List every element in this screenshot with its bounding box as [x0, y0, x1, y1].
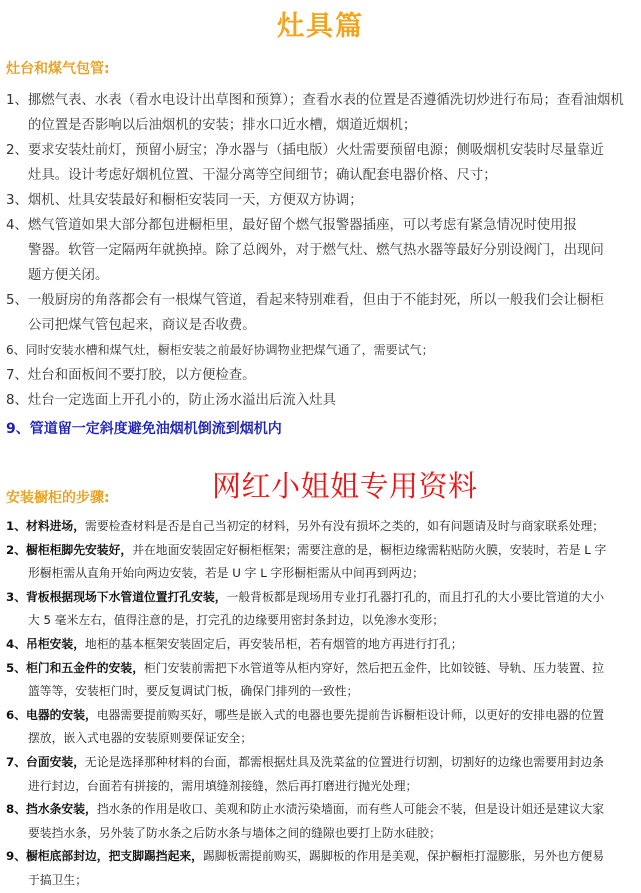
step-title: 橱柜柜脚先安装好， — [26, 542, 133, 557]
list-item-text: 灶台和面板间不要打胶，以方便检查。 — [27, 368, 256, 383]
step-item — [6, 633, 636, 657]
step-item-line — [6, 849, 604, 863]
step-text: 无论是选择那种材料的台面，都需根据灶具及洗菜盆的位置进行切割，切割好的边缘也需要用封边条 — [85, 754, 605, 769]
list-item-number: 8、 — [6, 393, 28, 408]
list-item-number: 5、 — [6, 293, 28, 308]
list-item-text: 同时安装水槽和煤气灶，橱柜安装之前最好协调物业把煤气通了，需要试气； — [25, 343, 434, 357]
step-title: 背板根据现场下水管道位置打孔安装， — [26, 589, 227, 604]
list-item-content — [6, 363, 636, 388]
list-item-content — [6, 138, 636, 188]
list-item — [6, 188, 636, 213]
step-item — [6, 539, 636, 586]
step-item-content — [6, 704, 636, 751]
step-item-content — [6, 751, 636, 798]
step-text: 地柜的基本框架安装固定后，再安装吊柜，若有烟管的地方再进行打孔； — [85, 636, 463, 651]
step-text: 进行封边，台面若有拼接的，需用填缝剂接缝，然后再打磨进行抛光处理； — [28, 778, 418, 793]
step-item — [6, 657, 636, 704]
step-title: 橱柜底部封边，把支脚踢挡起来， — [26, 849, 203, 864]
step-item-line — [6, 755, 604, 769]
list-item-line — [6, 421, 282, 437]
step-title: 电器的安装， — [26, 707, 97, 722]
list-item-line — [6, 343, 434, 357]
list-item-content — [6, 417, 636, 442]
list-item-number: 6、 — [6, 343, 26, 357]
step-item-content — [6, 657, 636, 704]
step-text: 需要检查材料是否是自己当初定的材料，另外有没有损坏之类的，如有问题请及时与商家联系处理； — [85, 519, 605, 533]
step-item-line — [6, 519, 604, 533]
list-item-number: 3、 — [6, 193, 28, 208]
step-text: 于搞卫生； — [28, 872, 87, 887]
section-heading-install: 安装橱柜的步骤: — [6, 490, 110, 506]
list-item-text: 公司把煤气管包起来，商议是否收费。 — [28, 318, 256, 333]
list-item — [6, 213, 636, 288]
step-number: 3、 — [6, 589, 27, 604]
list-item-content — [6, 213, 636, 288]
step-number: 8、 — [6, 802, 27, 817]
list-item-line — [6, 218, 577, 233]
step-item-content — [6, 515, 636, 539]
stove-list — [6, 88, 636, 442]
list-item-line — [6, 143, 604, 158]
list-item-line — [6, 393, 336, 408]
step-item-line — [6, 590, 604, 604]
step-title: 柜门和五金件的安装， — [26, 660, 144, 675]
step-item-content — [6, 539, 636, 586]
list-item — [6, 138, 636, 188]
list-item — [6, 288, 636, 338]
step-title: 材料进场， — [26, 519, 86, 533]
list-item-text: 烟机、灶具安装最好和橱柜安装同一天，方便双方协调； — [27, 193, 363, 208]
list-item-number: 1、 — [6, 93, 28, 108]
step-item-line — [6, 708, 604, 722]
list-item-line — [6, 193, 363, 208]
list-item-number: 9、 — [6, 421, 30, 437]
step-item — [6, 845, 636, 892]
list-item-text: 警器。软管一定隔两年就换掉。除了总阀外，对于燃气灶、燃气热水器等最好分别设阀门，出现问 — [28, 243, 604, 258]
step-number: 4、 — [6, 636, 27, 651]
step-number: 5、 — [6, 660, 27, 675]
list-item-text: 燃气管道如果大部分都包进橱柜里，最好留个燃气报警器插座，可以考虑有紧急情况时使用报 — [27, 218, 577, 233]
step-text: 要装挡水条，另外装了防水条之后防水条与墙体之间的缝隙也要打上防水硅胶； — [28, 825, 441, 840]
list-item-number: 2、 — [6, 143, 28, 158]
step-item — [6, 515, 636, 539]
step-number: 6、 — [6, 707, 27, 722]
list-item-text: 题方便关闭。 — [28, 268, 109, 283]
step-title: 台面安装， — [26, 754, 86, 769]
step-title: 挡水条安装， — [26, 802, 97, 817]
list-item-number: 7、 — [6, 368, 28, 383]
step-item — [6, 586, 636, 633]
list-item-text: 灶具。设计考虑好烟机位置、干湿分离等空间细节；确认配套电器价格、尺寸； — [28, 168, 497, 183]
step-item — [6, 798, 636, 845]
section-heading-stove: 灶台和煤气包管: — [6, 61, 110, 77]
step-item-line — [6, 661, 604, 675]
step-text: 形橱柜需从直角开始向两边安装，若是 U 字 L 字形橱柜需从中间再到两边； — [28, 566, 424, 581]
step-text: 并在地面安装固定好橱柜框架；需要注意的是，橱柜边缘需粘贴防火膜，安装时，若是 L 字 — [132, 542, 607, 557]
step-text: 大 5 毫米左右，值得注意的是，打完孔的边缘要用密封条封边，以免渗水变形； — [28, 613, 445, 628]
list-item — [6, 388, 636, 413]
list-item — [6, 417, 636, 442]
step-item-content — [6, 845, 636, 892]
step-text: 挡水条的作用是收口、美观和防止水渍污染墙面，而有些人可能会不装，但是设计姐还是建议大家 — [96, 802, 605, 817]
install-steps-list — [6, 515, 636, 893]
list-item-line — [6, 368, 256, 383]
step-number: 2、 — [6, 542, 27, 557]
list-item-text: 挪燃气表、水表（看水电设计出草图和预算）；查看水表的位置是否遵循洗切炒进行布局；查看油烟机 — [27, 93, 624, 108]
list-item — [6, 338, 636, 363]
step-text: 摆放，嵌入式电器的安装原则要保证安全； — [28, 731, 253, 746]
step-number: 7、 — [6, 754, 27, 769]
step-item-line — [6, 543, 606, 557]
list-item-content — [6, 288, 636, 338]
list-item-text: 要求安装灶前灯，预留小厨宝；净水器与（插电版）火灶需要预留电源；侧吸烟机安装时尽量靠近 — [27, 143, 604, 158]
step-item-content — [6, 633, 636, 657]
page-title: 灶具篇 — [277, 11, 364, 42]
list-item-content — [6, 338, 636, 363]
step-item — [6, 751, 636, 798]
list-item-text: 的位置是否影响以后油烟机的安装；排水口近水槽，烟道近烟机； — [28, 118, 417, 133]
list-item-text: 灶台一定选面上开孔小的，防止汤水溢出后流入灶具 — [27, 393, 336, 408]
list-item-content — [6, 188, 636, 213]
list-item — [6, 88, 636, 138]
step-text: 柜门安装前需把下水管道等从柜内穿好，然后把五金件，比如铰链、导轨、压力装置、拉 — [144, 660, 605, 675]
step-item-content — [6, 798, 636, 845]
step-text: 踢脚板需提前购买，踢脚板的作用是美观，保护橱柜打湿膨胀，另外也方便易 — [202, 849, 605, 864]
list-item-line — [6, 93, 624, 108]
list-item-content — [6, 88, 636, 138]
list-item-text: 管道留一定斜度避免油烟机倒流到烟机内 — [29, 421, 282, 437]
list-item-line — [6, 293, 604, 308]
step-item-line — [6, 637, 463, 651]
step-text: 一般背板都是现场用专业打孔器打孔的，而且打孔的大小要比管道的大小 — [226, 589, 605, 604]
step-text: 电器需要提前购买好，哪些是嵌入式的电器也要先提前告诉橱柜设计师，以更好的安排电器的位置 — [96, 707, 605, 722]
step-item-content — [6, 586, 636, 633]
list-item-number: 4、 — [6, 218, 28, 233]
list-item-text: 一般厨房的角落都会有一根煤气管道，看起来特别难看，但由于不能封死，所以一般我们会让橱柜 — [27, 293, 604, 308]
step-number: 9、 — [6, 849, 27, 864]
step-item — [6, 704, 636, 751]
step-number: 1、 — [6, 519, 27, 533]
list-item-content — [6, 388, 636, 413]
step-title: 吊柜安装， — [26, 636, 86, 651]
step-item-line — [6, 802, 604, 816]
step-text: 篮等等，安装柜门时，要反复调试门板，确保门排列的一致性； — [28, 684, 359, 699]
list-item — [6, 363, 636, 388]
watermark-text: 网红小姐姐专用资料 — [212, 469, 478, 503]
